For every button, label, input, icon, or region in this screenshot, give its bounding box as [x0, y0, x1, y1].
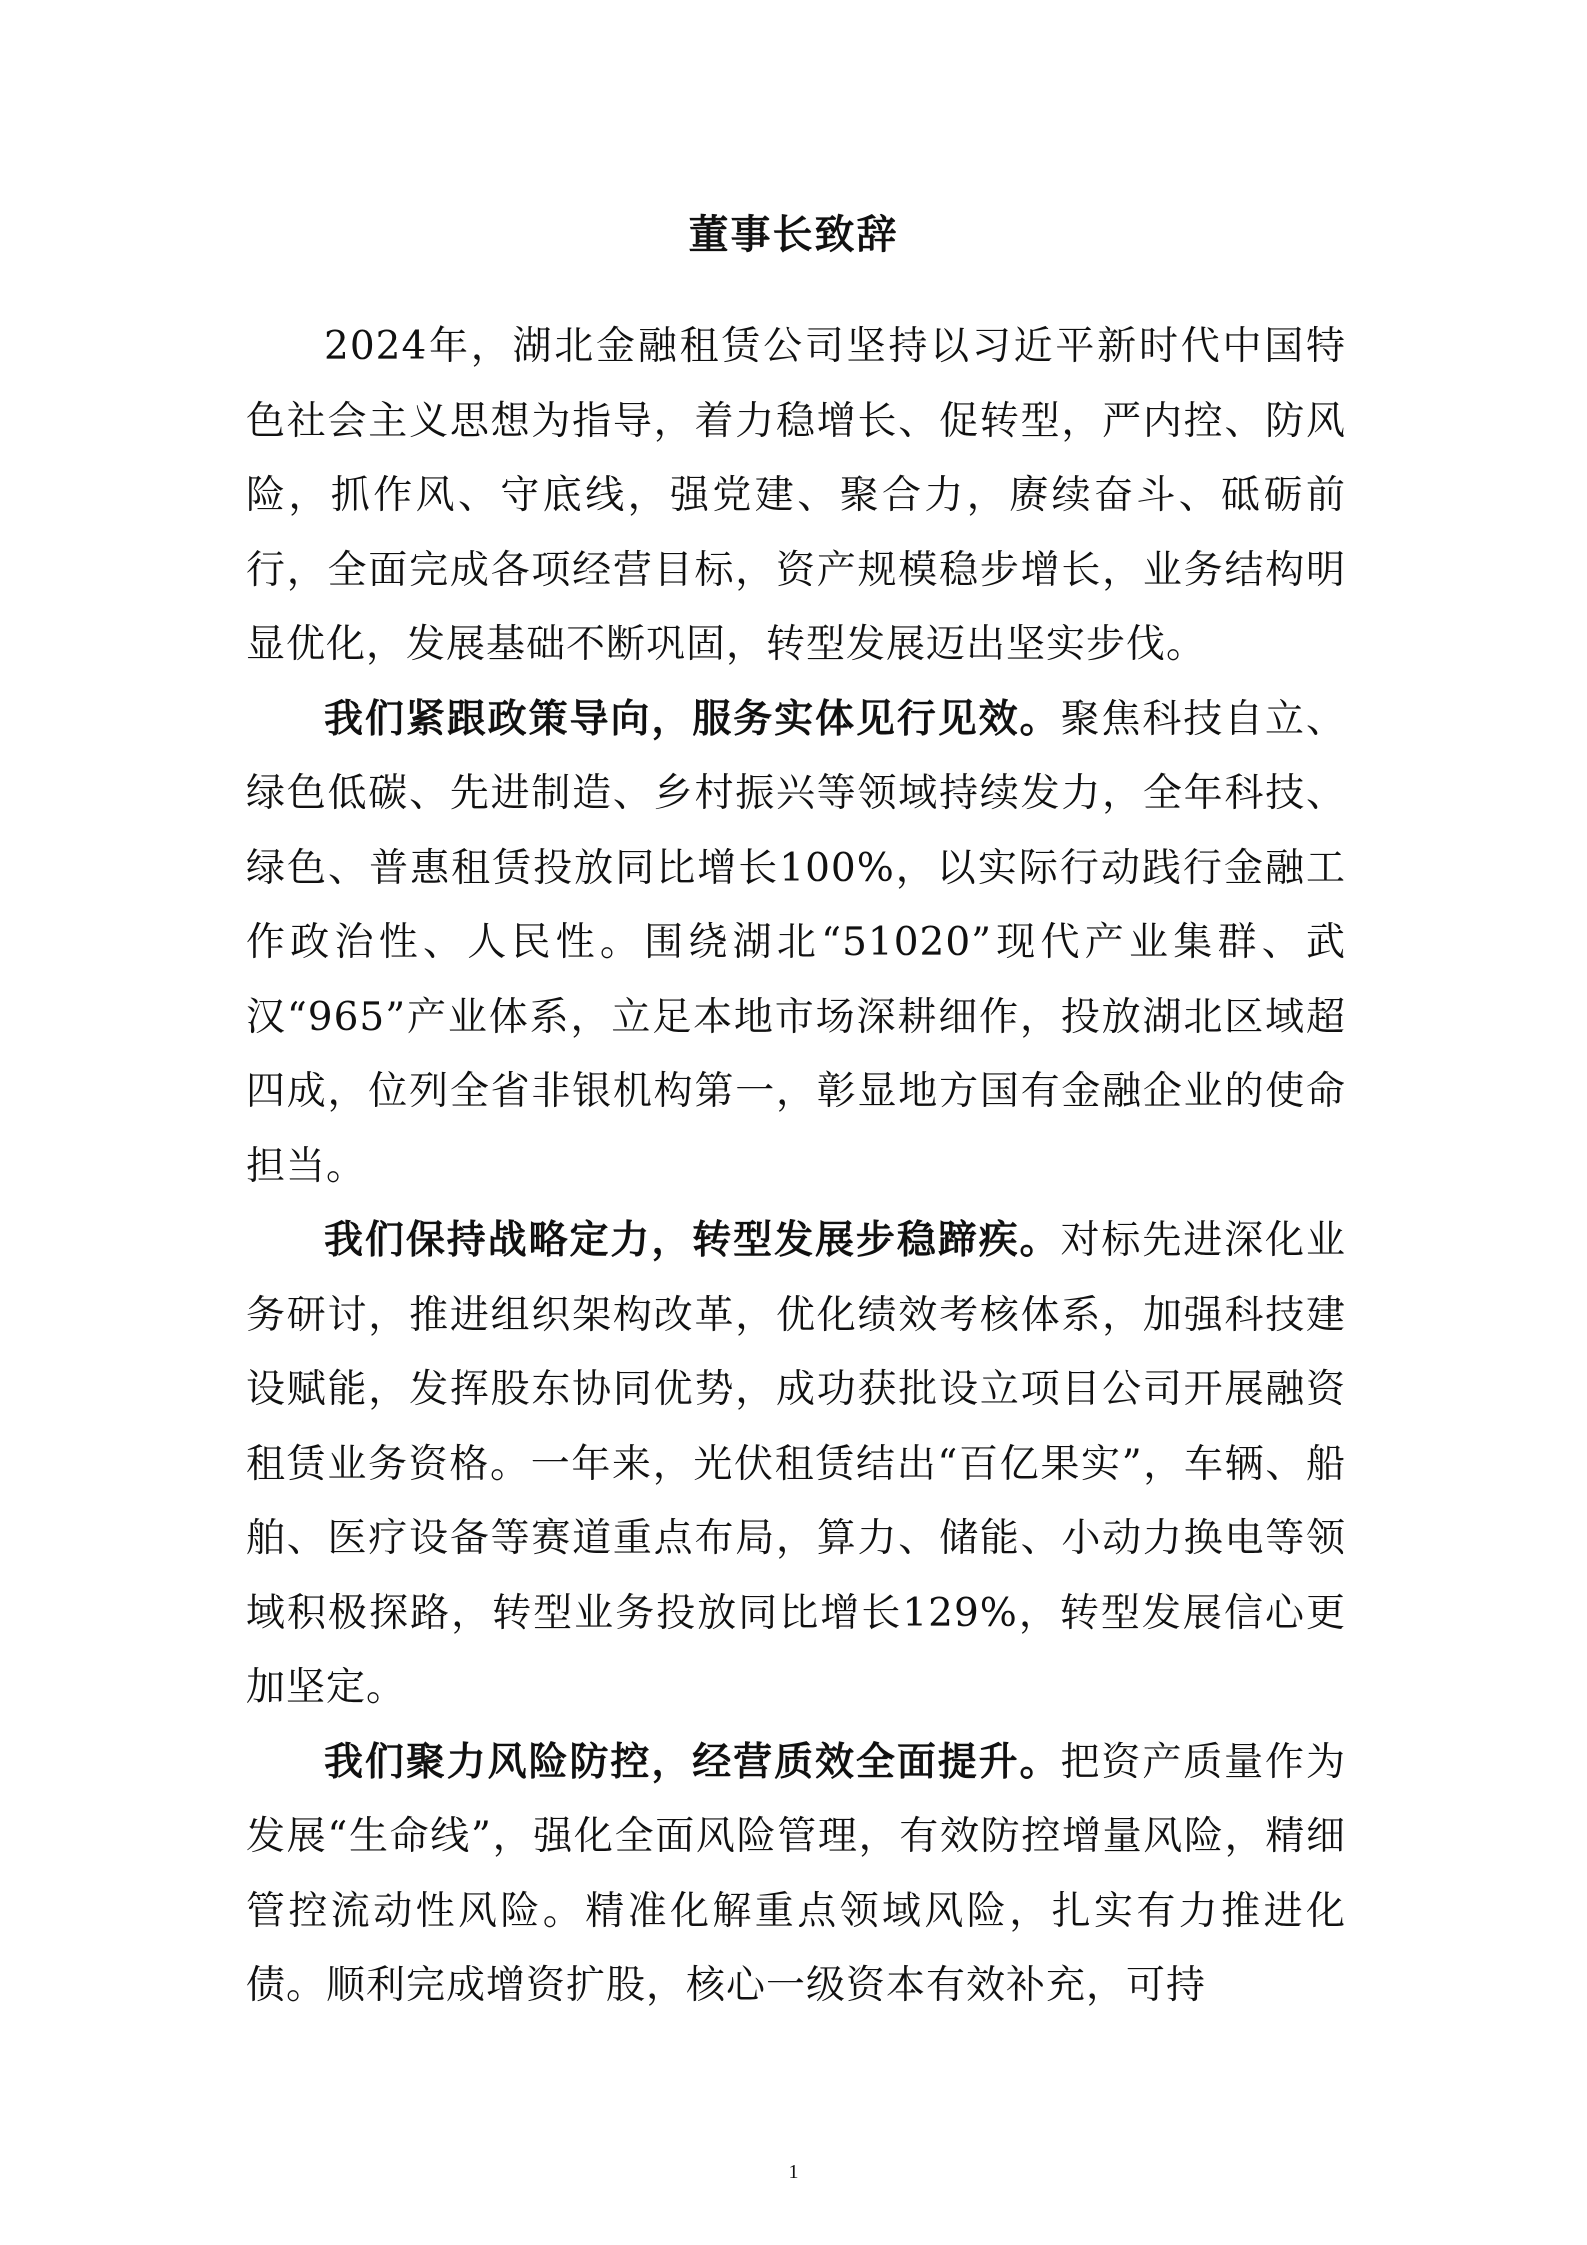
paragraph-lead: 我们紧跟政策导向，服务实体见行见效。	[324, 696, 1061, 742]
paragraph-policy-service	[246, 683, 1346, 1205]
paragraph-strategy-transformation	[246, 1204, 1346, 1726]
paragraph-text: 对标先进深化业务研讨，推进组织架构改革，优化绩效考核体系，加强科技建设赋能，发挥股东协同优势，成功获批设立项目公司开展融资租赁业务资格。一年来，光伏租赁结出“百亿果实”，车辆、船舶、医疗设备等赛道重点布局，算力、储能、小动力换电等领域积极探路，转型业务投放同比增长129%，转型发展信心更加坚定。	[246, 1218, 1346, 1710]
document-body	[246, 310, 1346, 2024]
paragraph-lead: 我们保持战略定力，转型发展步稳蹄疾。	[324, 1218, 1061, 1263]
paragraph-intro	[246, 310, 1346, 683]
paragraph-lead: 我们聚力风险防控，经营质效全面提升。	[324, 1739, 1061, 1785]
paragraph-text: 2024年，湖北金融租赁公司坚持以习近平新时代中国特色社会主义思想为指导，着力稳增长、促转型，严内控、防风险，抓作风、守底线，强党建、聚合力，赓续奋斗、砥砺前行，全面完成各项经营目标，资产规模稳步增长，业务结构明显优化，发展基础不断巩固，转型发展迈出坚实步伐。	[246, 324, 1346, 667]
paragraph-risk-control	[246, 1726, 1346, 2024]
page-number: 1	[788, 2161, 799, 2183]
paragraph-text: 聚焦科技自立、绿色低碳、先进制造、乡村振兴等领域持续发力，全年科技、绿色、普惠租赁投放同比增长100%，以实际行动践行金融工作政治性、人民性。围绕湖北“51020”现代产业集群、武汉“965”产业体系，立足本地市场深耕细作，投放湖北区域超四成，位列全省非银机构第一，彰显地方国有金融企业的使命担当。	[246, 696, 1346, 1189]
paragraph-text: 把资产质量作为发展“生命线”，强化全面风险管理，有效防控增量风险，精细管控流动性风险。精准化解重点领域风险，扎实有力推进化债。顺利完成增资扩股，核心一级资本有效补充，可持	[246, 1739, 1346, 2008]
page-title: 董事长致辞	[688, 212, 899, 258]
